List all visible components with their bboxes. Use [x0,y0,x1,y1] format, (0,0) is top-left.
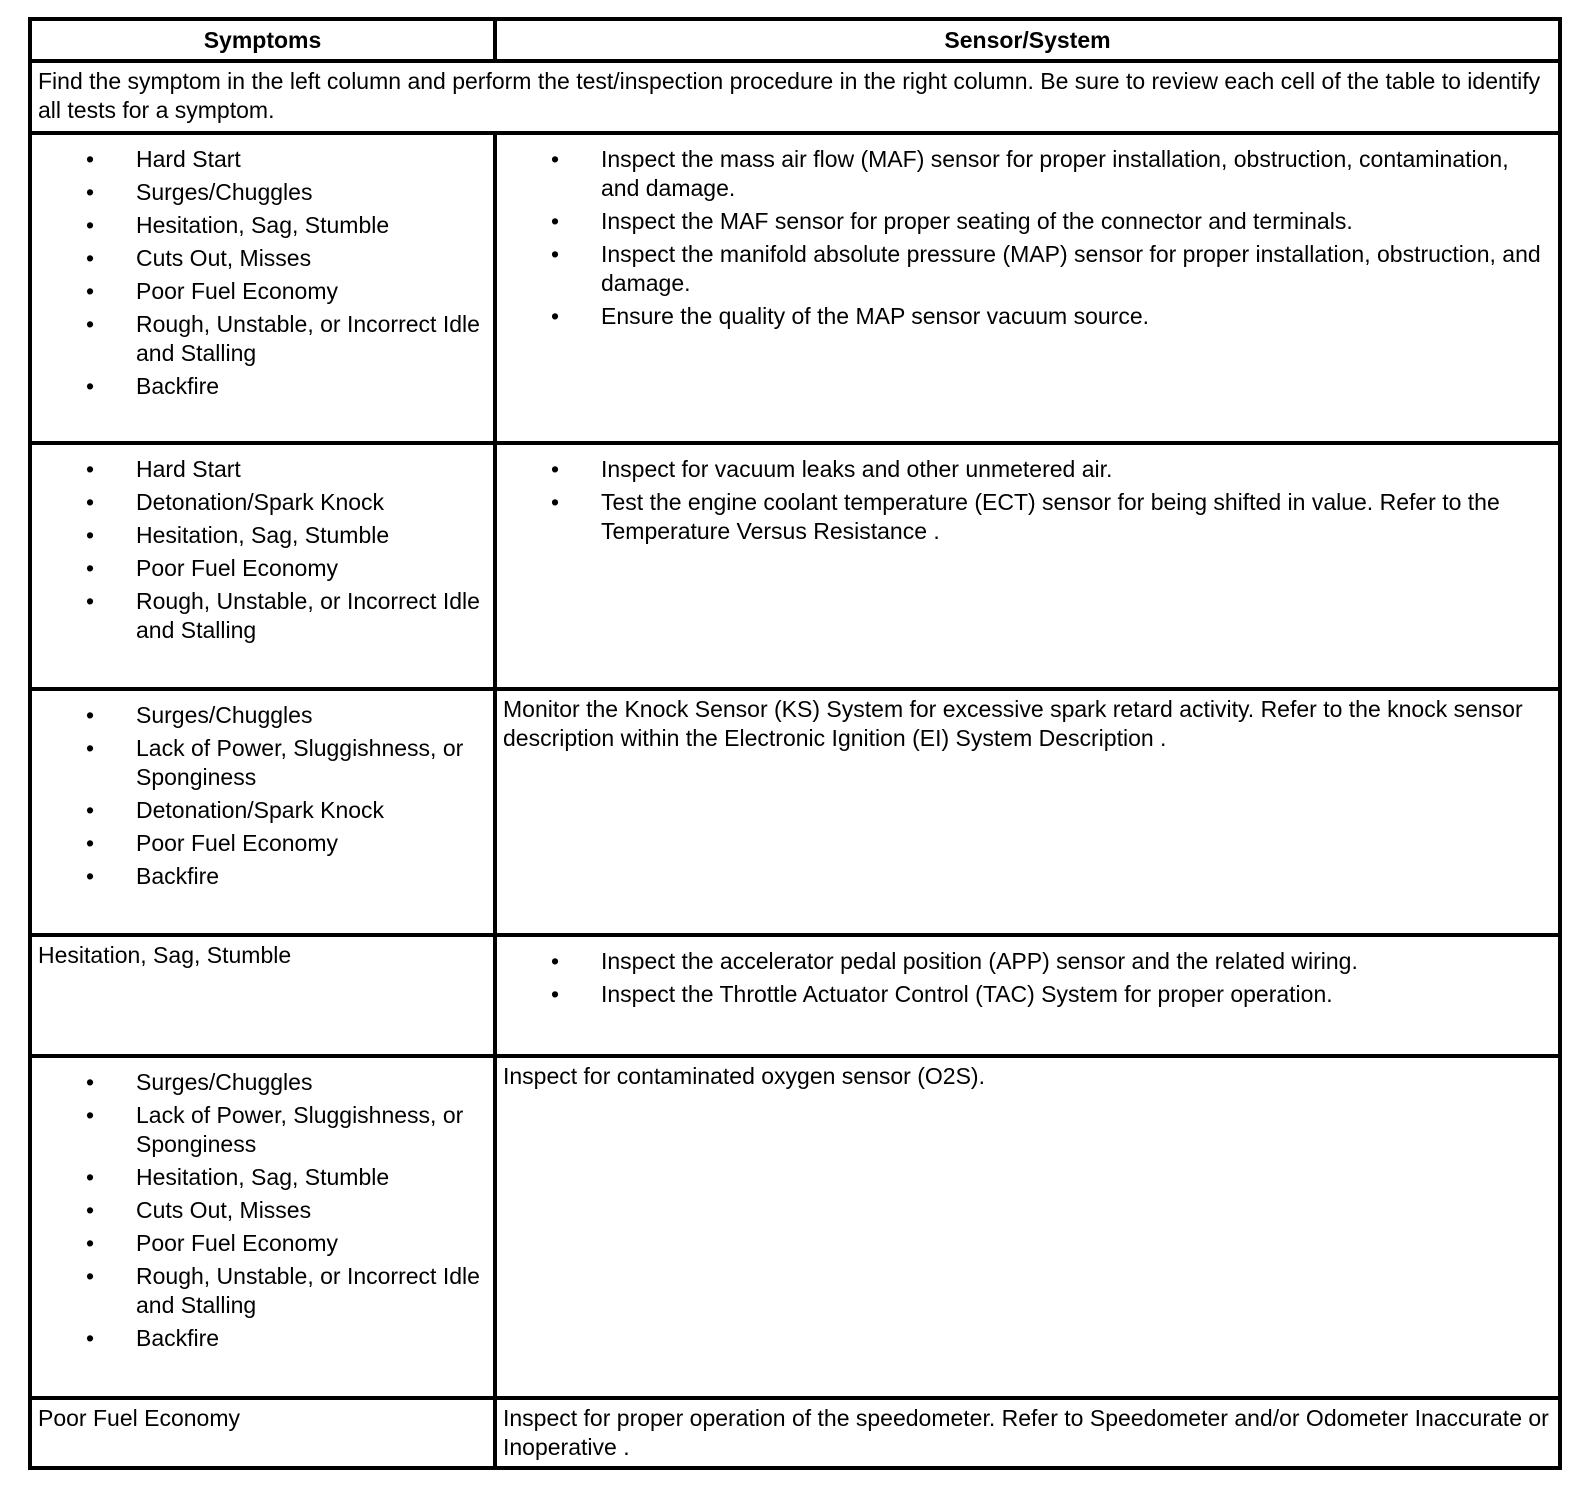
intro-text: Find the symptom in the left column and perform the test/inspection procedure in the right column. Be sure to review each cell of the table to identify all tests for a symptom. [30,61,1560,133]
intro-row [30,61,1560,133]
table-row [30,133,1560,443]
sensor-cell [495,935,1560,1056]
symptom-item: • Hard Start [32,145,485,174]
sensor-cell [495,133,1560,443]
symptoms-cell: Poor Fuel Economy [30,1398,495,1468]
symptom-item: • Detonation/Spark Knock [32,488,485,517]
symptom-item: • Surges/Chuggles [32,701,485,730]
symptom-item: • Hard Start [32,455,485,484]
symptoms-cell [30,133,495,443]
sensor-item: • Inspect the accelerator pedal position (APP) sensor and the related wiring. [497,947,1550,976]
symptom-item: • Hesitation, Sag, Stumble [32,1163,485,1192]
sensor-cell [495,443,1560,689]
symptom-item: • Backfire [32,862,485,891]
header-row [30,19,1560,61]
symptom-item: • Backfire [32,1324,485,1353]
sensor-item: • Test the engine coolant temperature (ECT) sensor for being shifted in value. Refer to the Temperature Versus Resistance . [497,488,1550,546]
symptom-item: • Cuts Out, Misses [32,244,485,273]
symptom-item: • Detonation/Spark Knock [32,796,485,825]
symptom-item: • Poor Fuel Economy [32,554,485,583]
symptom-item: • Rough, Unstable, or Incorrect Idle and Stalling [32,1262,485,1320]
table-row [30,1056,1560,1398]
symptom-item: • Poor Fuel Economy [32,277,485,306]
symptoms-cell [30,689,495,935]
symptom-item: • Backfire [32,372,485,401]
symptom-item: • Surges/Chuggles [32,178,485,207]
symptom-item: • Cuts Out, Misses [32,1196,485,1225]
symptom-item: • Surges/Chuggles [32,1068,485,1097]
symptom-item: • Lack of Power, Sluggishness, or Sponginess [32,734,485,792]
table-row [30,689,1560,935]
symptoms-header: Symptoms [30,19,495,61]
sensor-item: • Inspect for vacuum leaks and other unmetered air. [497,455,1550,484]
symptom-item: • Hesitation, Sag, Stumble [32,521,485,550]
sensor-item: • Inspect the Throttle Actuator Control (TAC) System for proper operation. [497,980,1550,1009]
symptom-item: • Poor Fuel Economy [32,829,485,858]
symptom-item: • Rough, Unstable, or Incorrect Idle and Stalling [32,587,485,645]
table-row [30,443,1560,689]
symptom-item: • Rough, Unstable, or Incorrect Idle and Stalling [32,310,485,368]
symptom-item: • Poor Fuel Economy [32,1229,485,1258]
sensor-item: • Ensure the quality of the MAP sensor vacuum source. [497,302,1550,331]
sensor-cell: Inspect for contaminated oxygen sensor (O2S). [495,1056,1560,1398]
symptoms-cell [30,1056,495,1398]
sensor-cell: Monitor the Knock Sensor (KS) System for excessive spark retard activity. Refer to the knock sensor description within the Electronic Ignition (EI) System Description . [495,689,1560,935]
sensor-item: • Inspect the mass air flow (MAF) sensor for proper installation, obstruction, contamination, and damage. [497,145,1550,203]
sensor-item: • Inspect the manifold absolute pressure (MAP) sensor for proper installation, obstruction, and damage. [497,240,1550,298]
sensor-system-header: Sensor/System [495,19,1560,61]
symptom-item: • Hesitation, Sag, Stumble [32,211,485,240]
sensor-cell: Inspect for proper operation of the speedometer. Refer to Speedometer and/or Odometer Inaccurate or Inoperative . [495,1398,1560,1468]
symptom-table [28,17,1562,1470]
table-row [30,1398,1560,1468]
symptoms-cell: Hesitation, Sag, Stumble [30,935,495,1056]
symptom-item: • Lack of Power, Sluggishness, or Sponginess [32,1101,485,1159]
symptoms-cell [30,443,495,689]
table-row [30,935,1560,1056]
sensor-item: • Inspect the MAF sensor for proper seating of the connector and terminals. [497,207,1550,236]
